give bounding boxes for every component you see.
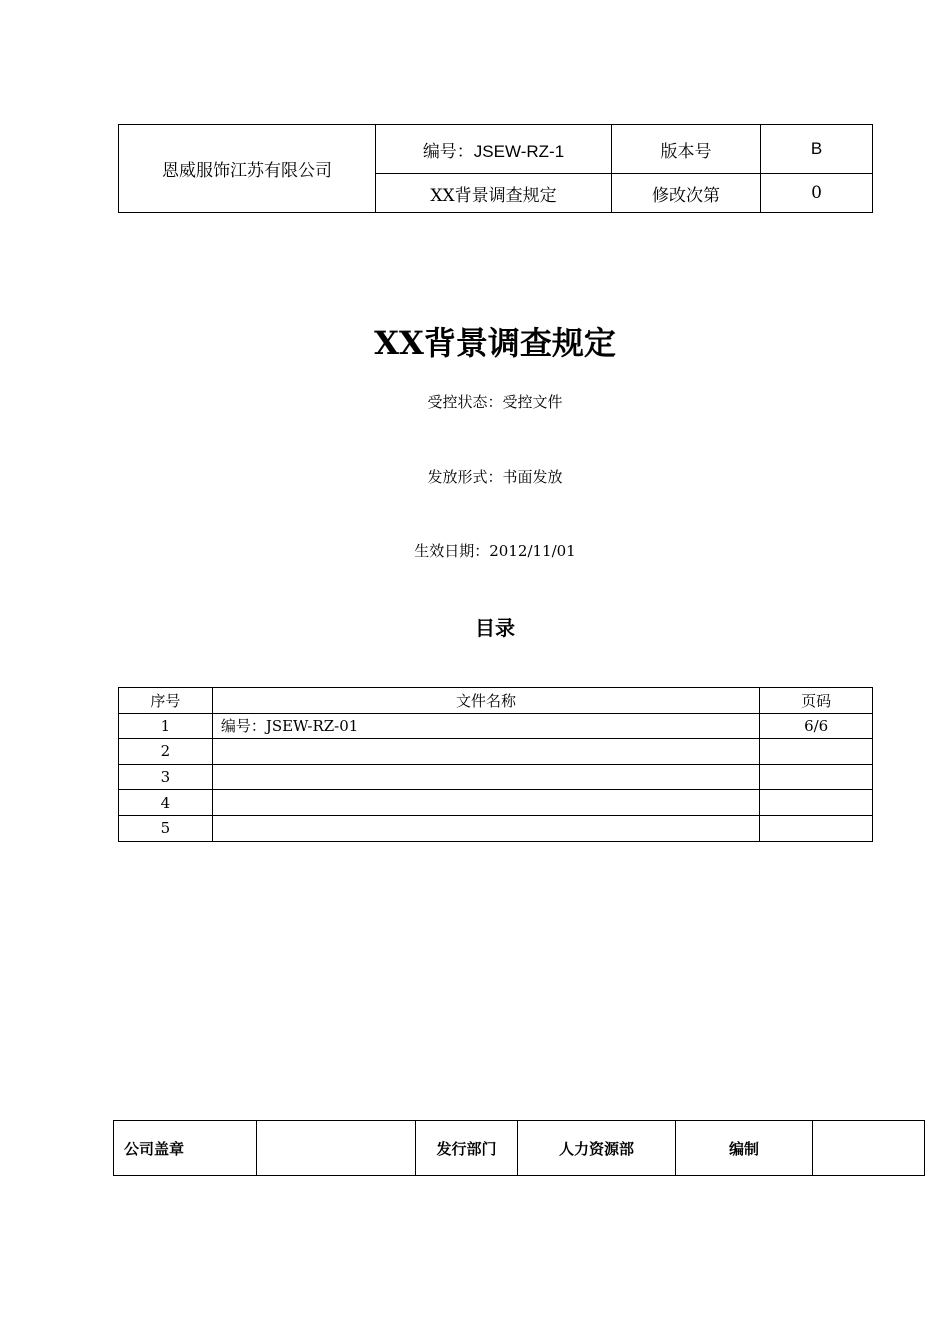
row-file-name bbox=[212, 815, 760, 841]
issuing-dept-label: 发行部门 bbox=[416, 1121, 518, 1176]
table-row bbox=[119, 739, 873, 765]
row-page bbox=[760, 815, 873, 841]
company-seal-label: 公司盖章 bbox=[114, 1121, 257, 1176]
row-file-name bbox=[212, 790, 760, 816]
issuing-dept-value: 人力资源部 bbox=[518, 1121, 676, 1176]
row-file-name bbox=[212, 764, 760, 790]
toc-heading: 目录 bbox=[475, 616, 515, 640]
row-page bbox=[760, 739, 873, 765]
toc-table bbox=[118, 687, 873, 842]
row-number: 2 bbox=[119, 739, 213, 765]
row-file-name bbox=[212, 739, 760, 765]
distribution-form: 发放形式：书面发放 bbox=[427, 468, 563, 486]
column-header-name: 文件名称 bbox=[212, 688, 760, 714]
column-header-page: 页码 bbox=[760, 688, 873, 714]
version-label: 版本号 bbox=[612, 125, 761, 174]
row-number: 3 bbox=[119, 764, 213, 790]
column-header-number: 序号 bbox=[119, 688, 213, 714]
table-row bbox=[119, 790, 873, 816]
row-page: 6/6 bbox=[760, 713, 873, 739]
table-row bbox=[119, 713, 873, 739]
document-title: XX背景调查规定 bbox=[374, 324, 616, 362]
approval-table bbox=[113, 1120, 925, 1176]
table-header-row bbox=[119, 688, 873, 714]
row-page bbox=[760, 790, 873, 816]
row-number: 4 bbox=[119, 790, 213, 816]
row-page bbox=[760, 764, 873, 790]
company-seal-value bbox=[257, 1121, 416, 1176]
row-number: 5 bbox=[119, 815, 213, 841]
control-status: 受控状态：受控文件 bbox=[427, 393, 563, 411]
document-title-cell: XX背景调查规定 bbox=[376, 174, 612, 213]
author-label: 编制 bbox=[676, 1121, 813, 1176]
header-table bbox=[118, 124, 873, 213]
version-value: B bbox=[761, 125, 873, 174]
row-number: 1 bbox=[119, 713, 213, 739]
effective-date: 生效日期：2012/11/01 bbox=[414, 542, 576, 560]
row-file-name: 编号：JSEW-RZ-01 bbox=[212, 713, 760, 739]
revision-label: 修改次第 bbox=[612, 174, 761, 213]
company-name: 恩威服饰江苏有限公司 bbox=[119, 125, 376, 213]
table-row bbox=[119, 764, 873, 790]
table-row bbox=[119, 815, 873, 841]
author-value bbox=[813, 1121, 925, 1176]
revision-value: 0 bbox=[761, 174, 873, 213]
document-number: 编号：JSEW-RZ-1 bbox=[376, 125, 612, 174]
